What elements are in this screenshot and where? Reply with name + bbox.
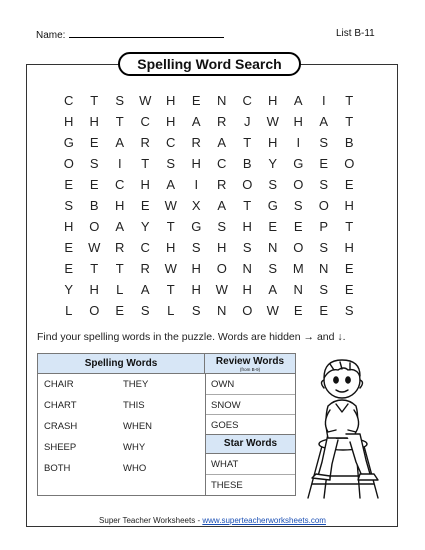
- grid-letter: S: [64, 198, 74, 213]
- star-word: THESE: [211, 480, 243, 491]
- grid-letter: G: [191, 219, 202, 234]
- grid-letter: S: [140, 303, 151, 318]
- grid-letter: E: [293, 303, 304, 318]
- grid-letter: T: [345, 114, 354, 129]
- spelling-words-header: Spelling Words: [38, 354, 205, 374]
- boy-on-stool-illustration: [300, 350, 392, 500]
- grid-letter: T: [345, 219, 354, 234]
- name-label: Name:: [36, 30, 66, 41]
- grid-letter: O: [242, 303, 253, 318]
- grid-letter: I: [194, 177, 199, 192]
- grid-letter: W: [88, 240, 101, 255]
- spelling-word: CRASH: [44, 421, 78, 432]
- grid-letter: W: [215, 282, 229, 297]
- review-words-title: Review Words: [215, 356, 285, 367]
- star-words-header: Star Words: [206, 434, 295, 454]
- grid-letter: O: [89, 303, 100, 318]
- grid-letter: O: [318, 198, 330, 213]
- grid-letter: J: [244, 114, 251, 129]
- grid-letter: R: [140, 135, 151, 150]
- grid-letter: O: [216, 261, 228, 276]
- word-search-grid: [57, 92, 367, 320]
- grid-letter: H: [64, 114, 74, 129]
- grid-letter: H: [217, 240, 227, 255]
- spelling-word: CHART: [44, 400, 77, 411]
- grid-letter: T: [90, 93, 99, 108]
- grid-letter: S: [319, 282, 329, 297]
- row-divider: [206, 394, 295, 395]
- grid-letter: E: [89, 177, 100, 192]
- grid-letter: N: [293, 282, 304, 297]
- grid-letter: E: [64, 177, 74, 192]
- grid-letter: H: [166, 93, 176, 108]
- footer: [0, 516, 425, 525]
- grid-letter: H: [268, 135, 278, 150]
- spelling-word: THEY: [123, 379, 149, 390]
- grid-letter: E: [344, 177, 355, 192]
- grid-letter: C: [242, 93, 253, 108]
- grid-letter: R: [191, 135, 202, 150]
- grid-letter: S: [319, 135, 329, 150]
- grid-letter: A: [319, 114, 329, 129]
- grid-letter: S: [319, 240, 329, 255]
- grid-letter: A: [166, 177, 176, 192]
- grid-letter: W: [266, 114, 280, 129]
- grid-letter: Y: [268, 156, 278, 171]
- grid-letter: E: [191, 93, 202, 108]
- grid-letter: G: [293, 156, 304, 171]
- grid-letter: C: [166, 135, 176, 150]
- grid-letter: H: [89, 114, 100, 129]
- grid-letter: N: [319, 261, 329, 276]
- spelling-word: BOTH: [44, 463, 71, 474]
- grid-letter: O: [63, 156, 75, 171]
- grid-letter: S: [89, 156, 100, 171]
- grid-letter: W: [164, 198, 178, 213]
- review-word: SNOW: [211, 400, 241, 411]
- grid-letter: H: [242, 219, 253, 234]
- row-divider: [206, 414, 295, 415]
- spelling-word: WHEN: [123, 421, 153, 432]
- grid-letter: A: [293, 93, 304, 108]
- grid-letter: H: [89, 282, 100, 297]
- grid-letter: S: [191, 303, 202, 318]
- grid-letter: T: [115, 114, 125, 129]
- grid-letter: A: [115, 135, 125, 150]
- grid-letter: E: [140, 198, 151, 213]
- grid-letter: T: [166, 282, 176, 297]
- grid-letter: B: [89, 198, 100, 213]
- grid-letter: S: [242, 240, 253, 255]
- grid-letter: A: [115, 219, 125, 234]
- grid-letter: A: [217, 135, 227, 150]
- grid-letter: N: [242, 261, 253, 276]
- grid-letter: A: [217, 198, 227, 213]
- grid-letter: O: [293, 177, 304, 192]
- grid-letter: S: [268, 261, 278, 276]
- spelling-word: THIS: [123, 400, 145, 411]
- grid-letter: E: [89, 135, 100, 150]
- footer-link[interactable]: www.superteacherworksheets.com: [202, 516, 326, 525]
- grid-letter: R: [217, 177, 227, 192]
- grid-letter: Y: [140, 219, 151, 234]
- word-list-table: [37, 353, 296, 496]
- grid-letter: G: [63, 135, 75, 150]
- grid-letter: H: [166, 114, 176, 129]
- grid-letter: S: [191, 240, 202, 255]
- list-id: List B-11: [336, 28, 375, 39]
- grid-letter: A: [140, 282, 151, 297]
- grid-letter: X: [191, 198, 202, 213]
- grid-letter: L: [65, 303, 73, 318]
- grid-letter: S: [115, 93, 125, 108]
- grid-letter: E: [319, 156, 329, 171]
- grid-letter: E: [293, 219, 304, 234]
- spelling-word: WHO: [123, 463, 147, 474]
- grid-letter: H: [242, 282, 253, 297]
- star-word: WHAT: [211, 459, 239, 470]
- name-line[interactable]: [69, 28, 224, 38]
- grid-letter: C: [64, 93, 74, 108]
- grid-letter: O: [89, 219, 100, 234]
- grid-letter: H: [191, 156, 202, 171]
- grid-letter: H: [344, 240, 355, 255]
- grid-letter: S: [344, 303, 355, 318]
- review-words-header: [205, 354, 295, 374]
- grid-letter: Y: [64, 282, 74, 297]
- grid-letter: O: [293, 240, 304, 255]
- grid-letter: H: [344, 198, 355, 213]
- review-word: OWN: [211, 379, 235, 390]
- grid-letter: H: [191, 261, 202, 276]
- grid-letter: E: [64, 261, 74, 276]
- grid-letter: C: [217, 156, 227, 171]
- grid-letter: B: [344, 135, 355, 150]
- grid-letter: T: [243, 135, 252, 150]
- grid-letter: E: [344, 282, 355, 297]
- grid-letter: P: [319, 219, 329, 234]
- grid-letter: N: [268, 240, 278, 255]
- review-word: GOES: [211, 420, 239, 431]
- grid-letter: R: [140, 261, 151, 276]
- grid-letter: T: [345, 93, 354, 108]
- footer-text: Super Teacher Worksheets -: [99, 516, 203, 525]
- spelling-word: WHY: [123, 442, 146, 453]
- grid-letter: T: [166, 219, 176, 234]
- grid-letter: E: [344, 261, 355, 276]
- grid-letter: S: [319, 177, 329, 192]
- grid-letter: C: [115, 177, 125, 192]
- grid-letter: O: [242, 177, 253, 192]
- review-words-subheader: (from B-9): [239, 367, 261, 372]
- grid-letter: B: [242, 156, 253, 171]
- grid-letter: H: [191, 282, 202, 297]
- grid-letter: W: [164, 261, 178, 276]
- grid-letter: W: [139, 93, 152, 108]
- grid-letter: S: [293, 198, 304, 213]
- grid-letter: H: [64, 219, 74, 234]
- grid-letter: S: [268, 177, 278, 192]
- grid-letter: I: [296, 135, 301, 150]
- page-title: Spelling Word Search: [118, 52, 301, 76]
- grid-letter: C: [140, 240, 151, 255]
- grid-letter: H: [115, 198, 125, 213]
- grid-letter: L: [167, 303, 175, 318]
- grid-letter: A: [191, 114, 202, 129]
- grid-letter: L: [116, 282, 124, 297]
- instructions: Find your spelling words in the puzzle. Words are hidden → and ↓.: [37, 331, 346, 343]
- grid-letter: R: [115, 240, 125, 255]
- spelling-word: CHAIR: [44, 379, 74, 390]
- grid-letter: G: [267, 198, 279, 213]
- grid-letter: H: [268, 93, 278, 108]
- name-field[interactable]: [36, 28, 224, 41]
- grid-letter: I: [117, 156, 123, 171]
- grid-letter: N: [217, 303, 227, 318]
- grid-letter: E: [64, 240, 74, 255]
- grid-letter: I: [321, 93, 327, 108]
- grid-letter: R: [217, 114, 227, 129]
- grid-letter: T: [115, 261, 125, 276]
- grid-letter: H: [166, 240, 176, 255]
- grid-letter: A: [268, 282, 278, 297]
- grid-letter: E: [319, 303, 329, 318]
- grid-letter: W: [266, 303, 280, 318]
- grid-letter: M: [292, 261, 305, 276]
- row-divider: [206, 474, 295, 475]
- grid-letter: E: [268, 219, 278, 234]
- grid-letter: O: [344, 156, 355, 171]
- grid-letter: T: [141, 156, 150, 171]
- grid-letter: C: [140, 114, 151, 129]
- grid-letter: H: [293, 114, 304, 129]
- grid-letter: N: [217, 93, 227, 108]
- grid-letter: T: [243, 198, 252, 213]
- grid-letter: S: [166, 156, 176, 171]
- grid-letter: E: [115, 303, 125, 318]
- spelling-word: SHEEP: [44, 442, 77, 453]
- grid-letter: S: [217, 219, 227, 234]
- grid-letter: T: [90, 261, 99, 276]
- grid-letter: H: [140, 177, 151, 192]
